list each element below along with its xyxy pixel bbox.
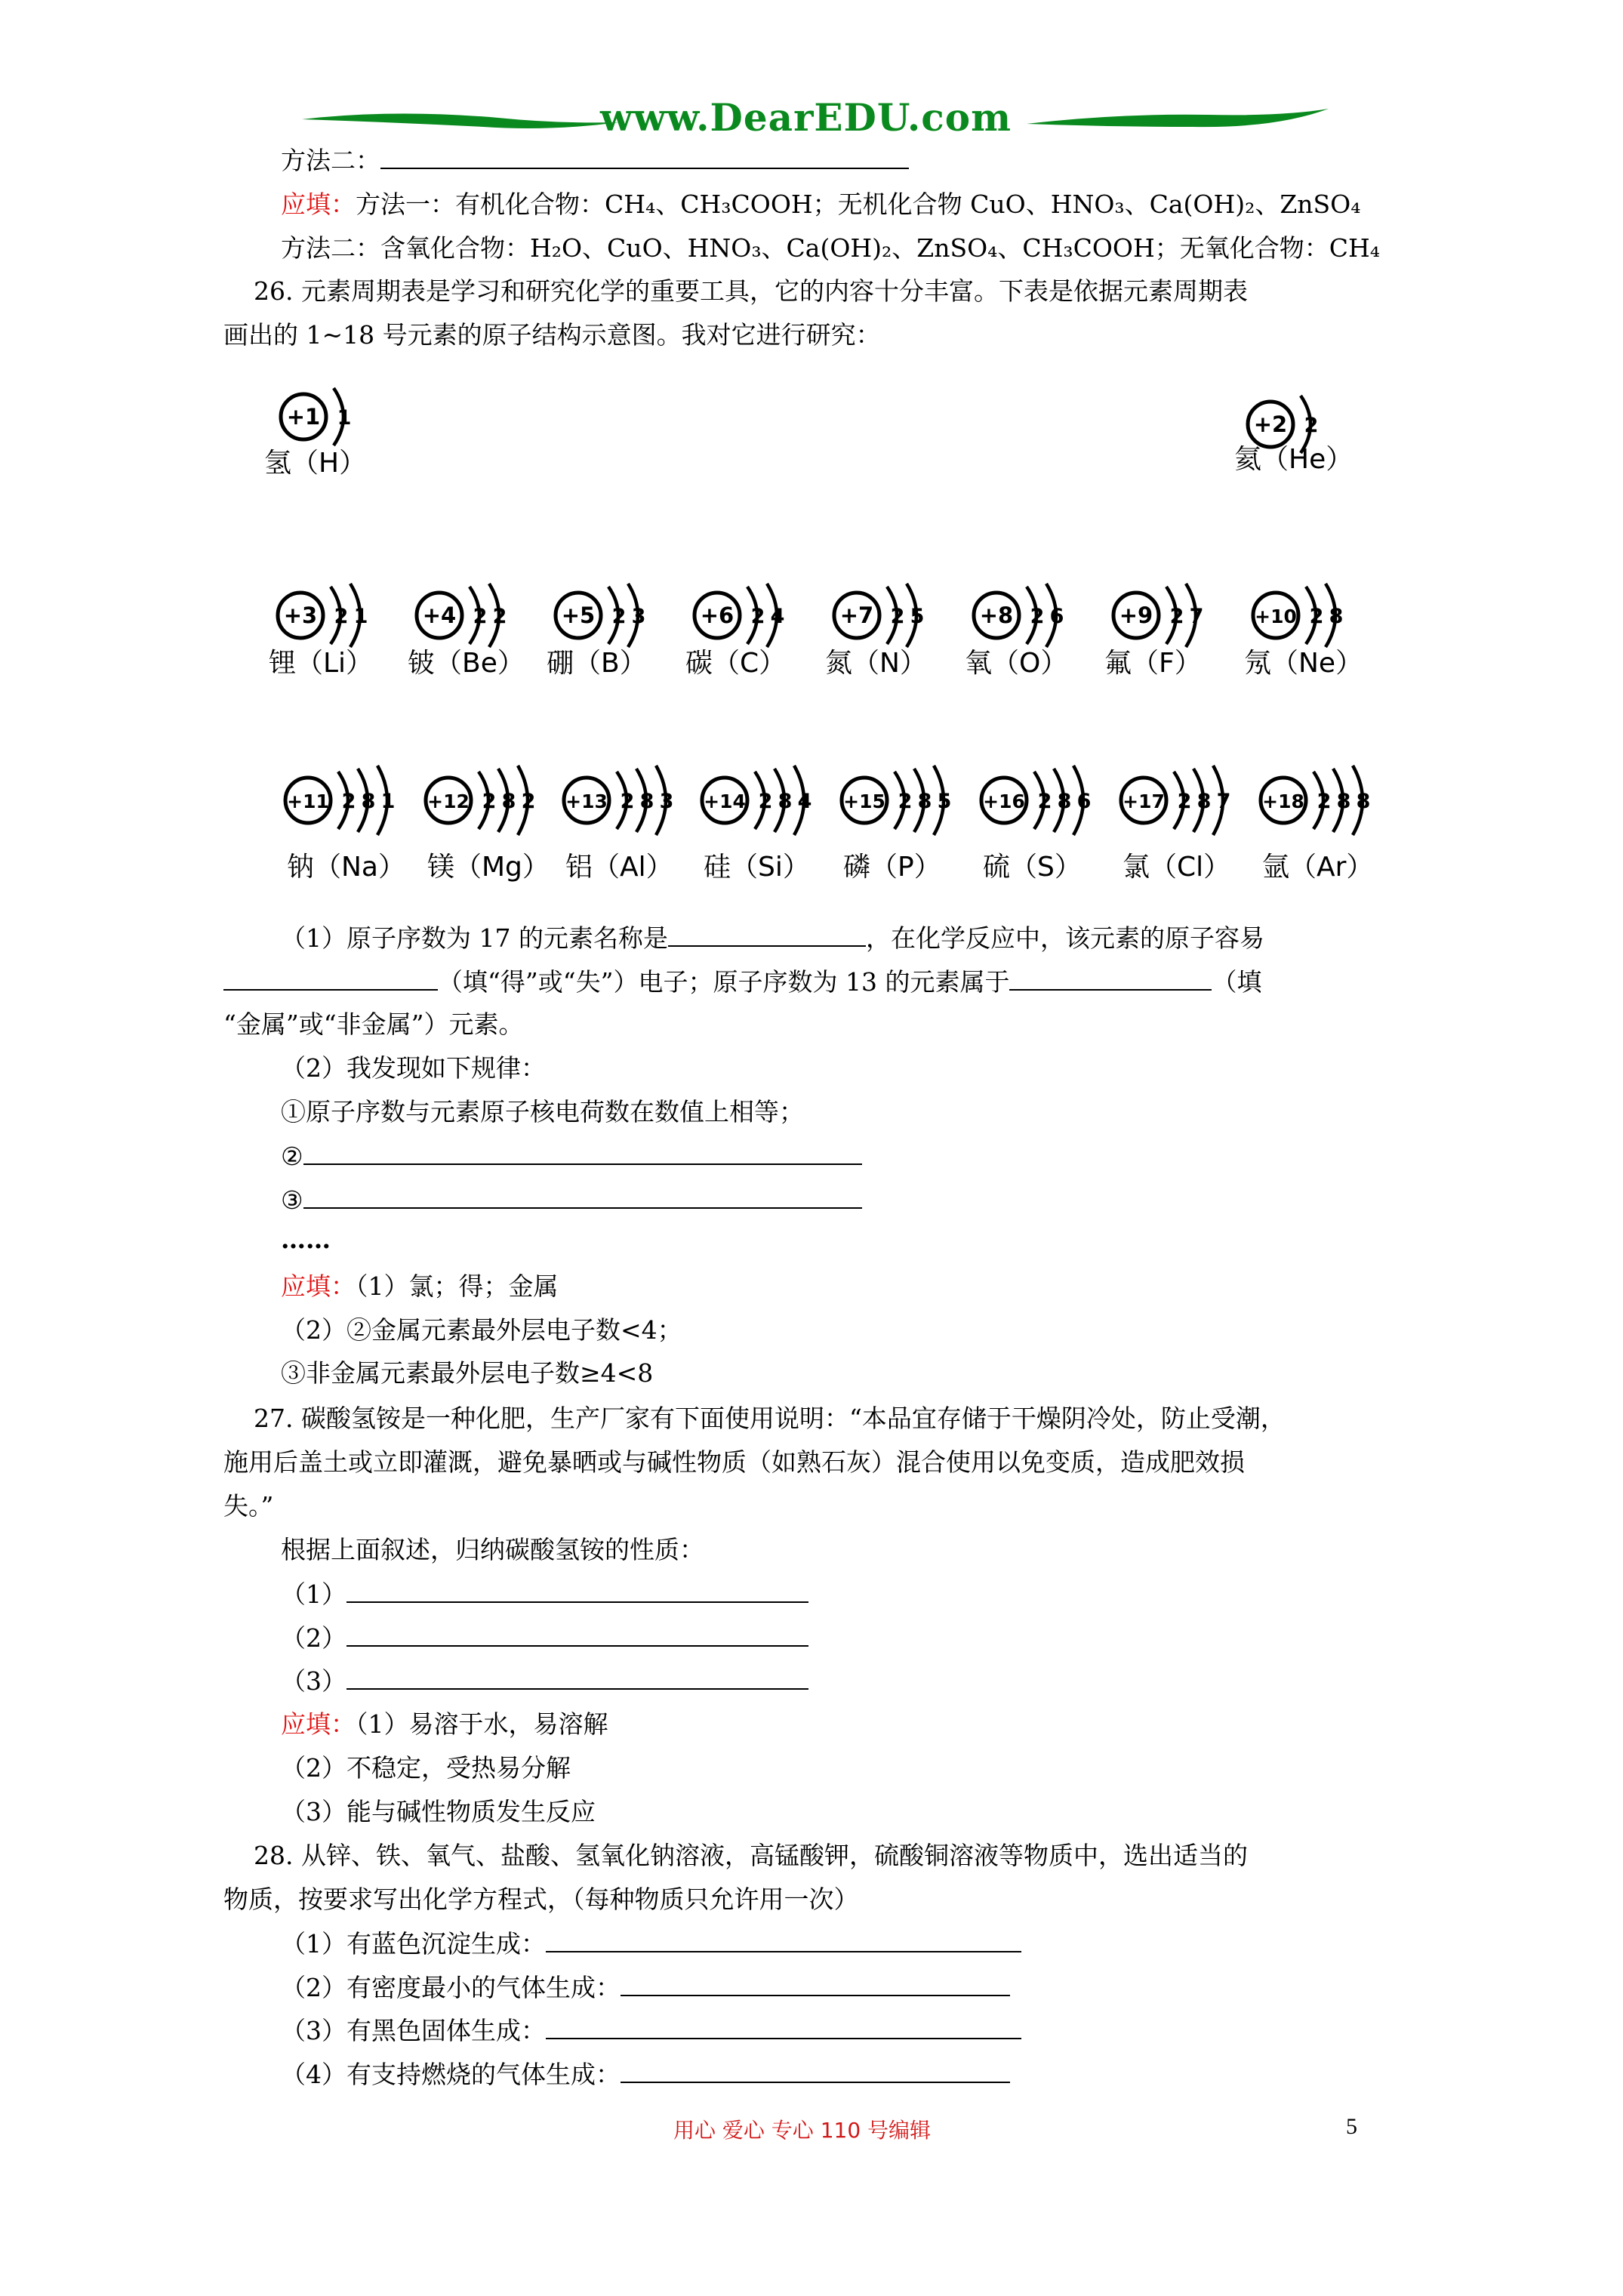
q26-part2: （2）我发现如下规律：	[281, 1053, 546, 1083]
q26-line2: 画出的 1~18 号元素的原子结构示意图。我对它进行研究：	[223, 320, 881, 350]
atom-shell-electrons: 2	[521, 790, 536, 813]
atom-structure-diagrams	[0, 0, 1623, 944]
q27-blank2	[346, 1623, 808, 1647]
atom-shell-electrons: 4	[770, 605, 785, 628]
atom-1	[264, 388, 366, 479]
q28-item4-label: （4）有支持燃烧的气体生成：	[281, 2060, 621, 2089]
q27-blank-row1	[281, 1579, 808, 1610]
atom-nucleus-charge: +12	[427, 791, 470, 812]
atom-element-label: 氯（Cl）	[1123, 852, 1231, 883]
atom-15	[842, 766, 951, 883]
atom-nucleus-charge: +16	[983, 791, 1025, 812]
q26-rule2-blank	[303, 1141, 862, 1165]
atom-shell-electrons: 3	[631, 605, 646, 628]
atom-shell-electrons: 5	[937, 790, 952, 813]
atom-2	[1234, 396, 1353, 475]
atom-shell-electrons: 8	[1336, 790, 1351, 813]
atom-17	[1121, 766, 1230, 883]
q26-rule2-mark: ②	[281, 1142, 303, 1171]
q26-blank-element-name	[668, 923, 866, 947]
q27-answer2: （2）不稳定，受热易分解	[281, 1753, 571, 1783]
q27-prompt: 根据上面叙述，归纳碳酸氢铵的性质：	[281, 1535, 704, 1564]
atom-shell-electrons: 2	[473, 605, 488, 628]
atom-4	[408, 584, 525, 679]
atom-element-label: 硅（Si）	[704, 852, 810, 883]
atom-shell-electrons: 2	[620, 790, 635, 813]
atom-nucleus-charge: +7	[839, 603, 874, 628]
q27-blank2-label: （2）	[281, 1623, 346, 1653]
q28-item4	[281, 2059, 1010, 2090]
q27-blank-row3	[281, 1666, 808, 1697]
atom-element-label: 氦（He）	[1234, 444, 1354, 475]
header-site: www.DearEDU.com	[600, 95, 1012, 140]
atom-10	[1244, 584, 1363, 679]
q26-part1-line1	[281, 923, 1264, 954]
q25-method2-label: 方法二：	[281, 146, 380, 175]
atom-shell-electrons: 5	[910, 605, 925, 628]
q28-item3	[281, 2015, 1021, 2046]
q25-answer-line2: 方法二：含氧化合物：H₂O、CuO、HNO₃、Ca(OH)₂、ZnSO₄、CH₃COOH；无氧化合物：CH₄	[281, 233, 1381, 263]
atom-12	[426, 766, 550, 883]
q27-answer3: （3）能与碱性物质发生反应	[281, 1797, 596, 1826]
atom-shell-electrons: 1	[380, 790, 396, 813]
q26-answer1-text: （1）氯；得；金属	[356, 1271, 559, 1301]
q26-rule3	[281, 1185, 862, 1216]
q27-line3: 失。”	[223, 1491, 274, 1521]
q28-item2-label: （2）有密度最小的气体生成：	[281, 1973, 621, 2002]
atom-shell-electrons: 1	[337, 406, 352, 430]
q26-dots: ……	[281, 1225, 331, 1254]
atom-shell-electrons: 7	[1189, 605, 1204, 628]
q28-item1	[281, 1928, 1021, 1959]
atom-shell-electrons: 1	[353, 605, 368, 628]
atom-element-label: 氩（Ar）	[1262, 852, 1374, 883]
atom-shell-electrons: 2	[1177, 790, 1192, 813]
q27-blank1	[346, 1579, 808, 1603]
q26-rule3-blank	[303, 1185, 862, 1209]
atom-nucleus-charge: +5	[561, 603, 596, 628]
atom-shell-electrons: 3	[659, 790, 674, 813]
atom-shell-electrons: 2	[492, 605, 507, 628]
atom-element-label: 镁（Mg）	[427, 852, 550, 883]
atom-shell-electrons: 6	[1076, 790, 1092, 813]
q27-answer1-text: （1）易溶于水，易溶解	[356, 1709, 608, 1739]
atom-6	[685, 584, 786, 679]
atom-8	[965, 584, 1067, 679]
atom-shell-electrons: 2	[611, 605, 627, 628]
q27-blank1-label: （1）	[281, 1579, 346, 1609]
q27-line2: 施用后盖土或立即灌溉，避免暴晒或与碱性物质（如熟石灰）混合使用以免变质，造成肥效损	[223, 1447, 1245, 1477]
atom-shell-electrons: 8	[778, 790, 793, 813]
atom-shell-electrons: 8	[1329, 605, 1344, 628]
atom-shell-electrons: 8	[1057, 790, 1072, 813]
atom-nucleus-charge: +13	[565, 791, 608, 812]
q25-answer-label: 应填：	[281, 190, 356, 219]
q28-item1-blank	[546, 1928, 1021, 1952]
q28-item1-label: （1）有蓝色沉淀生成：	[281, 1929, 546, 1959]
atom-shell-electrons: 6	[1049, 605, 1064, 628]
q28-item2-blank	[621, 1972, 1010, 1996]
atom-16	[981, 766, 1091, 883]
atom-11	[285, 766, 405, 883]
atom-element-label: 钠（Na）	[287, 852, 405, 883]
atom-nucleus-charge: +14	[704, 791, 746, 812]
atom-3	[269, 584, 373, 679]
q26-answer-label: 应填：	[281, 1271, 356, 1301]
q28-item3-label: （3）有黑色固体生成：	[281, 2016, 546, 2045]
atom-nucleus-charge: +8	[979, 603, 1014, 628]
atom-shell-electrons: 2	[1309, 605, 1324, 628]
atom-nucleus-charge: +1	[286, 404, 321, 430]
atom-element-label: 氮（N）	[825, 648, 927, 679]
q26-answer1	[281, 1271, 559, 1302]
atom-shell-electrons: 2	[1037, 790, 1052, 813]
q28-line1: 28. 从锌、铁、氧气、盐酸、氢氧化钠溶液，高锰酸钾，硫酸铜溶液等物质中，选出适当的	[254, 1841, 1248, 1870]
atom-nucleus-charge: +18	[1262, 791, 1304, 812]
atom-element-label: 硼（B）	[547, 648, 647, 679]
q26-blank-gain-lose	[223, 966, 438, 991]
q27-answer-label: 应填：	[281, 1709, 356, 1739]
atom-5	[547, 584, 647, 679]
atom-shell-electrons: 2	[341, 790, 356, 813]
atom-shell-electrons: 8	[639, 790, 654, 813]
atom-shell-electrons: 8	[917, 790, 932, 813]
atom-element-label: 碳（C）	[685, 648, 787, 679]
atom-shell-electrons: 2	[750, 605, 765, 628]
q27-blank-row2	[281, 1623, 808, 1653]
atom-element-label: 氧（O）	[965, 648, 1068, 679]
atom-shell-electrons: 2	[1030, 605, 1045, 628]
atom-shell-electrons: 8	[501, 790, 516, 813]
q27-blank3-label: （3）	[281, 1666, 346, 1696]
atom-shell-electrons: 2	[758, 790, 773, 813]
atom-shell-electrons: 8	[361, 790, 376, 813]
atom-shell-electrons: 2	[334, 605, 349, 628]
q26-answer2: （2）②金属元素最外层电子数<4；	[281, 1315, 682, 1345]
atom-shell-electrons: 8	[1196, 790, 1212, 813]
q26-p1-c: （填“得”或“失”）电子；原子序数为 13 的元素属于	[438, 967, 1010, 997]
atom-nucleus-charge: +2	[1253, 411, 1288, 437]
page-number: 5	[1346, 2114, 1357, 2139]
atom-element-label: 氖（Ne）	[1244, 648, 1363, 679]
atom-nucleus-charge: +3	[283, 603, 318, 628]
atom-7	[825, 584, 927, 679]
q27-answer1	[281, 1709, 608, 1740]
q26-part1-line2	[223, 966, 1261, 997]
footer-text: 用心 爱心 专心 110 号编辑	[673, 2118, 932, 2143]
atom-element-label: 铝（Al）	[565, 852, 673, 883]
atom-9	[1104, 584, 1203, 679]
atom-element-label: 硫（S）	[983, 852, 1082, 883]
q26-answer3: ③非金属元素最外层电子数≥4<8	[281, 1358, 654, 1388]
atom-element-label: 氟（F）	[1104, 648, 1202, 679]
atom-element-label: 氢（H）	[264, 448, 367, 479]
q28-line2: 物质，按要求写出化学方程式，（每种物质只允许用一次）	[223, 1885, 859, 1914]
atom-nucleus-charge: +15	[843, 791, 885, 812]
atom-shell-electrons: 2	[1304, 414, 1319, 437]
atom-element-label: 磷（P）	[843, 852, 941, 883]
atom-13	[564, 766, 673, 883]
q26-blank-metal	[1009, 966, 1212, 991]
q26-rule1: ①原子序数与元素原子核电荷数在数值上相等；	[281, 1097, 804, 1126]
q26-line1: 26. 元素周期表是学习和研究化学的重要工具，它的内容十分丰富。下表是依据元素周期表	[254, 276, 1248, 306]
q26-p1-a: （1）原子序数为 17 的元素名称是	[281, 923, 668, 953]
q26-rule2	[281, 1141, 862, 1172]
atom-shell-electrons: 4	[797, 790, 812, 813]
q27-line1: 27. 碳酸氢铵是一种化肥，生产厂家有下面使用说明：“本品宜存储于干燥阴冷处，防止受潮，	[254, 1404, 1286, 1433]
atom-nucleus-charge: +11	[287, 791, 329, 812]
q25-answer-text1: 方法一：有机化合物：CH₄、CH₃COOH；无机化合物 CuO、HNO₃、Ca(OH)₂、ZnSO₄	[356, 190, 1361, 219]
atom-14	[702, 766, 812, 883]
atom-shell-electrons: 8	[1356, 790, 1371, 813]
q28-item2	[281, 1972, 1010, 2003]
q26-part1-line3: “金属”或“非金属”）元素。	[223, 1009, 524, 1039]
q28-item3-blank	[546, 2015, 1021, 2039]
atom-element-label: 锂（Li）	[269, 648, 374, 679]
atom-shell-electrons: 2	[898, 790, 913, 813]
atom-nucleus-charge: +9	[1119, 603, 1153, 628]
atom-nucleus-charge: +10	[1255, 606, 1297, 627]
atom-shell-electrons: 2	[482, 790, 497, 813]
q26-p1-b: ，在化学反应中，该元素的原子容易	[865, 923, 1264, 953]
atom-18	[1261, 766, 1373, 883]
q27-blank3	[346, 1666, 808, 1690]
atom-nucleus-charge: +17	[1123, 791, 1165, 812]
atom-shell-electrons: 2	[890, 605, 905, 628]
atom-shell-electrons: 2	[1317, 790, 1332, 813]
q26-rule3-mark: ③	[281, 1185, 303, 1215]
atom-nucleus-charge: +6	[700, 603, 735, 628]
q28-item4-blank	[621, 2059, 1010, 2083]
atom-element-label: 铍（Be）	[408, 648, 525, 679]
q26-p1-d: （填	[1212, 967, 1262, 997]
atom-shell-electrons: 2	[1169, 605, 1184, 628]
atom-shell-electrons: 7	[1216, 790, 1231, 813]
atom-nucleus-charge: +4	[422, 603, 457, 628]
